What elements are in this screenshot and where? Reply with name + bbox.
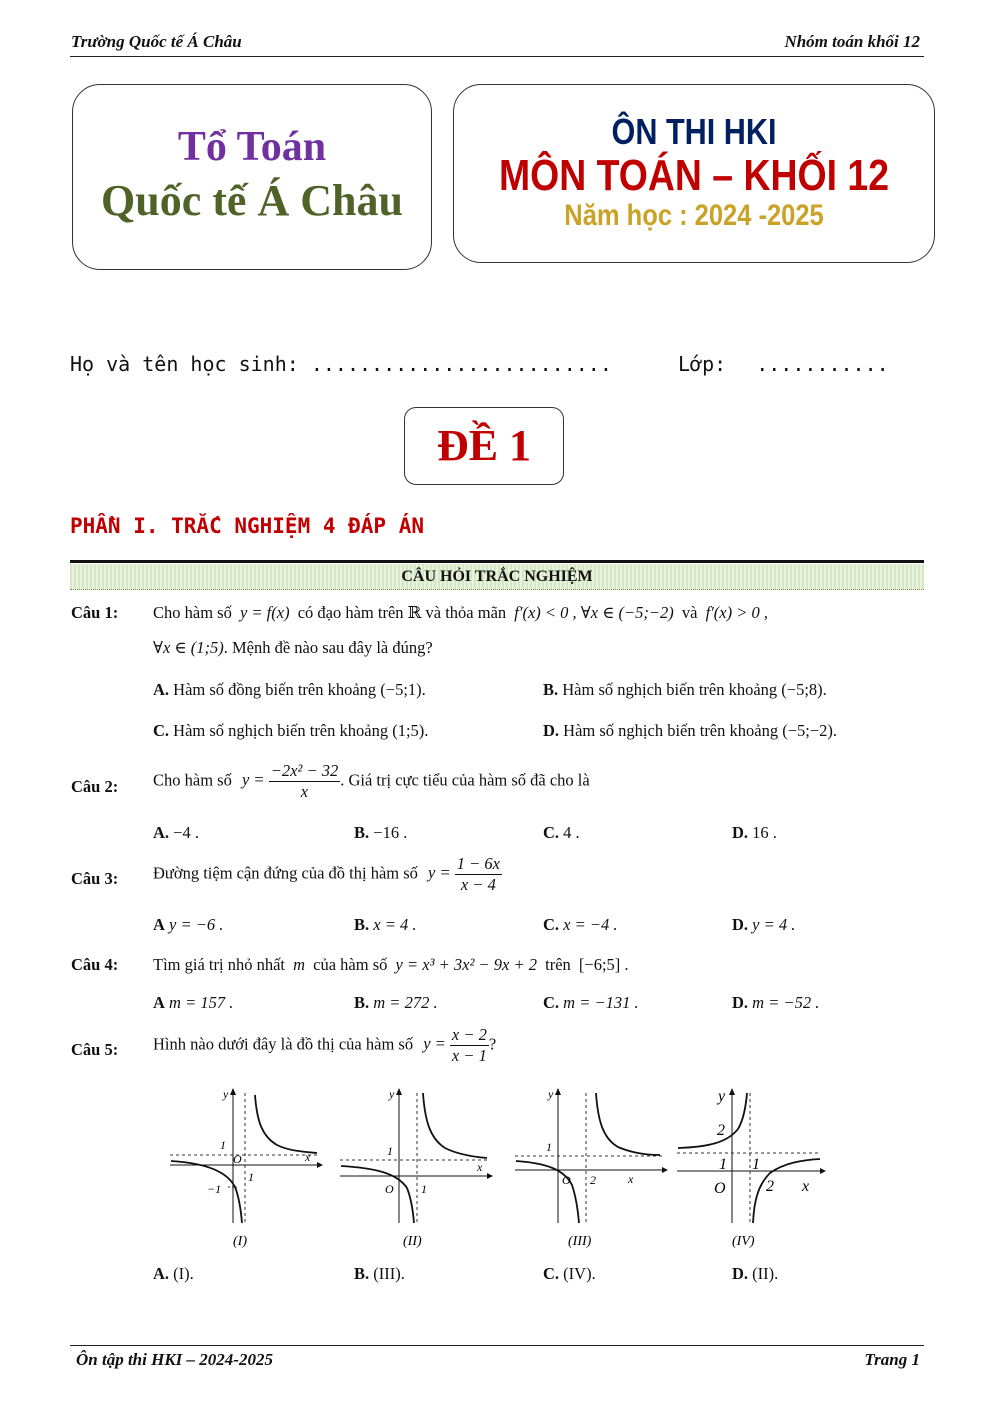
q4-text-a: Tìm giá trị nhỏ nhất <box>153 955 285 974</box>
graph-iii-one: 1 <box>546 1140 552 1154</box>
student-info-line <box>70 352 612 376</box>
class-label: Lớp: <box>678 352 727 376</box>
question-1-label: Câu 1: <box>71 603 119 622</box>
graph-iii-y-label: y <box>548 1087 554 1101</box>
q5-fn-lhs: y = <box>423 1034 446 1054</box>
q1-option-b[interactable]: B. Hàm số nghịch biến trên khoảng (−5;8). <box>543 680 827 699</box>
graph-iv-y-label: y <box>718 1088 726 1105</box>
q1-option-c[interactable]: C. Hàm số nghịch biến trên khoảng (1;5). <box>153 721 429 740</box>
q2-fraction-num: −2x² − 32 <box>270 761 339 780</box>
q5-option-a[interactable]: A. (I). <box>153 1264 194 1283</box>
q3-option-d[interactable]: D. y = 4 . <box>732 915 796 934</box>
graph-ii-x-label: x <box>477 1160 483 1174</box>
q5-option-b[interactable]: B. (III). <box>354 1264 405 1283</box>
exam-code: ĐỀ 1 <box>436 421 532 470</box>
q5-option-c[interactable]: C. (IV). <box>543 1264 596 1283</box>
q5-option-d[interactable]: D. (II). <box>732 1264 779 1283</box>
q2-option-d[interactable]: D. 16 . <box>732 823 777 842</box>
class-field[interactable]: ........... <box>756 352 889 376</box>
graph-iii-caption: (III) <box>568 1234 592 1249</box>
graph-ii-a: 1 <box>421 1182 427 1196</box>
q2-option-c[interactable]: C. 4 . <box>543 823 580 842</box>
q1-cond-1: f′(x) < 0 , ∀x ∈ (−5;−2) <box>514 603 674 622</box>
q2-fraction <box>269 761 341 802</box>
header-rule <box>70 56 924 57</box>
q3-text-a: Đường tiệm cận đứng của đồ thị hàm số <box>153 863 418 883</box>
q5-fraction-num: x − 2 <box>451 1025 487 1044</box>
question-1-line-1 <box>153 603 768 623</box>
q5-fraction <box>450 1025 489 1066</box>
q4-fn: y = x³ + 3x² − 9x + 2 <box>395 955 537 974</box>
question-2-label: Câu 2: <box>71 777 119 796</box>
q1-option-a[interactable]: A. Hàm số đồng biến trên khoảng (−5;1). <box>153 680 426 699</box>
q1-option-d[interactable]: D. Hàm số nghịch biến trên khoảng (−5;−2). <box>543 721 838 740</box>
graph-ii-caption: (II) <box>403 1234 422 1249</box>
q2-option-a[interactable]: A. −4 . <box>153 823 199 842</box>
title-line-1: ÔN THI HKI <box>611 111 777 152</box>
q5-text-b: ? <box>488 1034 497 1054</box>
graph-iii[interactable] <box>510 1083 670 1253</box>
question-3-label: Câu 3: <box>71 869 119 888</box>
q2-fraction-den: x <box>300 782 309 801</box>
question-4-label: Câu 4: <box>71 955 119 974</box>
question-5-text <box>153 1025 496 1066</box>
graph-i-a: 1 <box>248 1170 254 1184</box>
band-top-rule <box>70 560 924 563</box>
q2-text-a: Cho hàm số <box>153 770 232 790</box>
graph-iii-origin: O <box>562 1173 571 1187</box>
student-name-field[interactable]: ......................... <box>310 352 612 376</box>
graph-ii[interactable] <box>335 1083 495 1253</box>
q2-fn-lhs: y = <box>241 770 265 790</box>
graph-iv-two-x: 2 <box>766 1178 774 1195</box>
title-line-2: MÔN TOÁN – KHỐI 12 <box>498 151 889 200</box>
header-group: Nhóm toán khối 12 <box>784 32 920 51</box>
title-box <box>453 84 935 263</box>
q4-option-c[interactable]: C. m = −131 . <box>543 993 639 1012</box>
graph-i-x-label: x <box>305 1150 311 1164</box>
footer-page: Trang 1 <box>864 1350 920 1369</box>
q1-text-e: và <box>681 603 698 622</box>
graph-iv-origin: O <box>714 1180 726 1197</box>
q1-cond-3: ∀x ∈ (1;5) <box>153 638 224 657</box>
footer-title: Ôn tập thi HKI – 2024-2025 <box>76 1350 273 1369</box>
q5-fraction-den: x − 1 <box>451 1046 487 1065</box>
student-name-label: Họ và tên học sinh: <box>70 352 299 376</box>
q3-fraction-den: x − 4 <box>460 875 496 894</box>
graph-i-y-label: y <box>223 1087 229 1101</box>
graph-ii-one: 1 <box>387 1144 393 1158</box>
graph-i[interactable] <box>165 1083 325 1253</box>
q2-option-b[interactable]: B. −16 . <box>354 823 408 842</box>
q3-option-a[interactable]: A y = −6 . <box>153 915 224 934</box>
q4-option-a[interactable]: A m = 157 . <box>153 993 234 1012</box>
graph-ii-origin: O <box>385 1182 394 1196</box>
graph-i-caption: (I) <box>233 1234 247 1249</box>
header-school: Trường Quốc tế Á Châu <box>71 32 242 51</box>
graph-iii-a: 2 <box>590 1173 596 1187</box>
question-1-line-2 <box>153 638 433 658</box>
question-5-label: Câu 5: <box>71 1040 119 1059</box>
graph-iv[interactable] <box>672 1083 832 1253</box>
q4-text-b: của hàm số <box>313 955 388 974</box>
q1-text-a: Cho hàm số <box>153 603 232 622</box>
graph-iii-x-label: x <box>628 1172 634 1186</box>
footer-rule <box>70 1345 924 1346</box>
graph-iv-x-label: x <box>802 1178 810 1195</box>
band-title: CÂU HỎI TRẮC NGHIỆM <box>70 564 924 590</box>
question-2-text <box>153 761 590 802</box>
graph-iv-two: 2 <box>717 1122 725 1139</box>
question-4-text <box>153 955 629 975</box>
brand-line-2: Quốc tế Á Châu <box>101 176 403 225</box>
exam-code-box <box>404 407 564 485</box>
graph-ii-y-label: y <box>389 1087 395 1101</box>
q1-text-c: có đạo hàm trên ℝ và thỏa mãn <box>297 603 507 622</box>
title-line-3: Năm học : 2024 -2025 <box>564 199 824 232</box>
q1-prompt: . Mệnh đề nào sau đây là đúng? <box>223 638 433 657</box>
graph-i-origin: O <box>233 1152 242 1166</box>
class-info <box>678 352 889 376</box>
q4-var: m <box>293 955 306 974</box>
q3-fraction-num: 1 − 6x <box>456 854 500 873</box>
q4-option-d[interactable]: D. m = −52 . <box>732 993 820 1012</box>
section-title: PHẦN I. TRẮC NGHIỆM 4 ĐÁP ÁN <box>70 514 425 538</box>
q4-option-b[interactable]: B. m = 272 . <box>354 993 438 1012</box>
q2-text-b: . Giá trị cực tiểu của hàm số đã cho là <box>340 770 590 790</box>
graph-iv-caption: (IV) <box>732 1234 755 1249</box>
q3-option-b[interactable]: B. x = 4 . <box>354 915 417 934</box>
graph-i-one: 1 <box>220 1138 226 1152</box>
q4-text-c: trên <box>545 955 571 974</box>
brand-box <box>72 84 432 270</box>
question-3-text <box>153 854 502 895</box>
q3-fraction <box>455 854 502 895</box>
q3-option-c[interactable]: C. x = −4 . <box>543 915 618 934</box>
q3-fn-lhs: y = <box>428 863 451 883</box>
graph-iv-a: 1 <box>752 1156 760 1173</box>
brand-line-1: Tổ Toán <box>177 124 327 170</box>
q1-fn: y = f(x) <box>239 603 290 622</box>
q5-text-a: Hình nào dưới đây là đồ thị của hàm số <box>153 1034 414 1054</box>
q1-cond-2: f′(x) > 0 , <box>705 603 768 622</box>
q4-interval: [−6;5] . <box>578 955 629 974</box>
graph-iv-one: 1 <box>719 1156 727 1173</box>
graph-i-b: −1 <box>207 1182 222 1196</box>
